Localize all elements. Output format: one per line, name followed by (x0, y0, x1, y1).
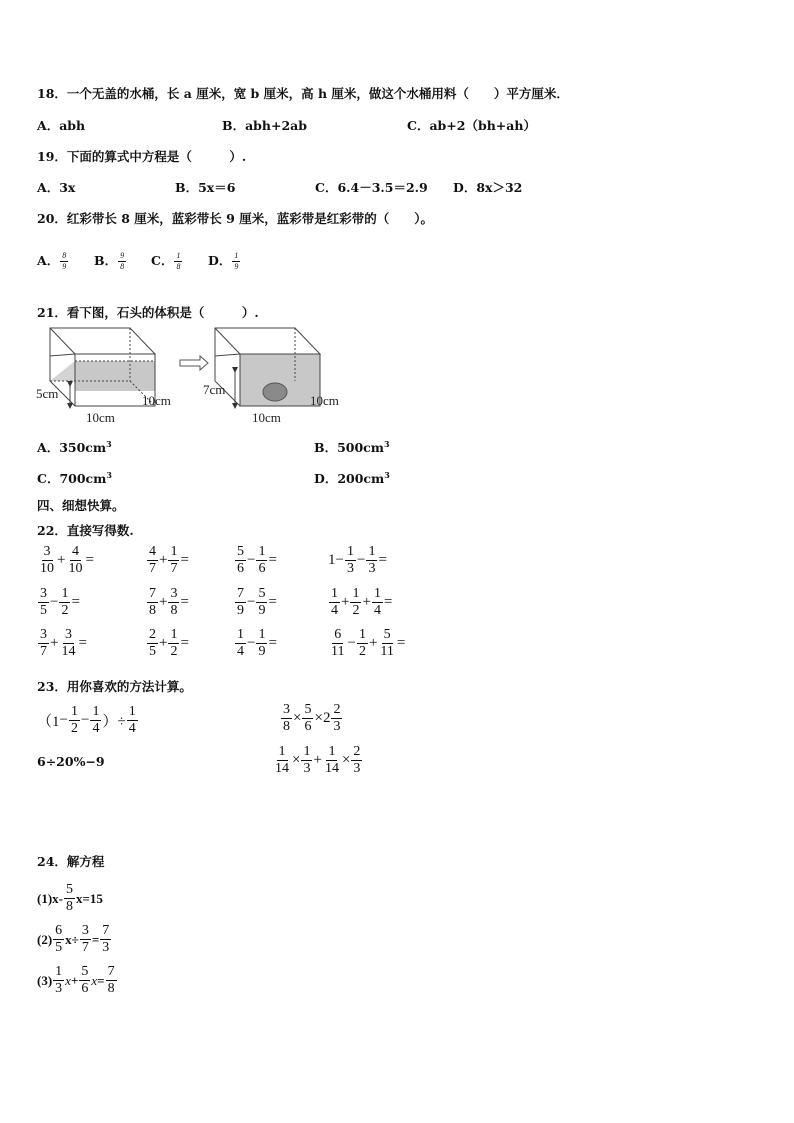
q18-option-a[interactable]: A．abh (37, 118, 86, 133)
q23-expression-3: 6÷20%−9 (37, 754, 105, 769)
fraction: $\frac{1}{2}$ (358, 627, 366, 659)
fraction: $\frac{1}{7}$ (170, 544, 178, 576)
fraction: $\frac{4}{7}$ (149, 544, 156, 576)
fraction: $\frac{1}{6}$ (258, 544, 266, 576)
text: (3) (37, 972, 53, 988)
q20-option-b[interactable]: B． $\frac{9}{8}$ (94, 251, 125, 271)
operator: + (159, 594, 168, 610)
operator: = (378, 552, 387, 568)
text: x÷ (65, 931, 79, 947)
fig1-height-label: 5cm (36, 386, 59, 401)
fraction: $\frac{3}{5}$ (40, 586, 47, 618)
operator: × (293, 710, 302, 726)
operator: + (159, 635, 168, 651)
fraction: $\frac{6}{11}$ (331, 627, 345, 659)
q22-expression (328, 628, 405, 659)
q20-option-d[interactable]: D． $\frac{1}{9}$ (208, 251, 239, 271)
text: ）÷ (102, 714, 126, 730)
water-front-face (75, 361, 155, 391)
text: = (97, 972, 105, 988)
operator: = (383, 594, 393, 610)
fraction: $\frac{1}{4}$ (331, 586, 338, 618)
q19-option-c[interactable]: C．6.4－3.5＝2.9 (315, 180, 428, 195)
operator: + (57, 552, 66, 568)
operator: − (59, 712, 68, 728)
q21-option-b[interactable]: B．$500cm^3$ (314, 438, 390, 455)
q22-expression (234, 545, 277, 576)
q22-expression (37, 545, 94, 576)
operator: = (85, 552, 94, 568)
q23-expression-2 (280, 703, 343, 734)
q18-option-c[interactable]: C．ab+2（bh+ah） (407, 118, 536, 133)
q24-equation-1 (37, 883, 103, 914)
fraction: $\frac{5}{6}$ (81, 964, 89, 996)
operator: + (362, 594, 371, 610)
fraction: $\frac{5}{6}$ (304, 702, 312, 734)
q20-stem: 20．红彩带长 8 厘米，蓝彩带长 9 厘米，蓝彩带是红彩带的（ ）。 (37, 211, 433, 226)
q19-stem: 19．下面的算式中方程是（ ）. (37, 149, 247, 164)
text: (2) (37, 931, 53, 947)
q23-expression-1 (37, 705, 139, 736)
fig2-width-label: 10cm (310, 393, 339, 408)
operator: = (71, 594, 80, 610)
fraction: $\frac{3}{14}$ (61, 627, 76, 659)
operator: = (268, 635, 277, 651)
fraction: $\frac{1}{3}$ (346, 544, 354, 576)
q23-expression-4 (272, 745, 363, 776)
fraction: $\frac{1}{3}$ (368, 544, 376, 576)
fraction: $\frac{6}{5}$ (55, 923, 63, 955)
q18-option-b[interactable]: B．abh+2ab (222, 118, 308, 133)
fraction: $\frac{5}{11}$ (380, 627, 394, 659)
fraction: $\frac{1}{2}$ (61, 586, 69, 618)
operator: + (159, 552, 168, 568)
fraction: $\frac{1}{9}$ (258, 627, 266, 659)
q22-expression (328, 545, 387, 576)
q19-option-b[interactable]: B．5x＝6 (175, 180, 236, 195)
operator: − (356, 552, 366, 568)
fraction: $\frac{5}{8}$ (66, 882, 73, 914)
operator: − (247, 635, 256, 651)
fraction: $\frac{2}{3}$ (353, 744, 361, 776)
arrow-right-icon (180, 356, 208, 370)
q24-equation-2 (37, 924, 112, 955)
operator: + (368, 635, 378, 651)
text: x=15 (76, 890, 103, 906)
operator: − (335, 552, 344, 568)
fraction: $\frac{3}{10}$ (40, 544, 54, 576)
q18-stem: 18．一个无盖的水桶，长 a 厘米，宽 b 厘米，高 h 厘米，做这个水桶用料（ ）平方厘米． (37, 86, 569, 101)
operator: − (247, 552, 256, 568)
operator: − (80, 712, 90, 728)
fraction: $\frac{1}{2}$ (170, 627, 178, 659)
fraction: $\frac{2}{5}$ (149, 627, 156, 659)
q21-figure (30, 326, 360, 426)
fraction: $\frac{3}{8}$ (283, 702, 290, 734)
variable: x (91, 972, 98, 988)
operator: = (396, 635, 406, 651)
fig2-length-label: 10cm (252, 410, 281, 425)
operator: = (78, 635, 87, 651)
fraction: $\frac{1}{14}$ (275, 744, 289, 776)
fraction: $\frac{3}{7}$ (81, 923, 89, 955)
fraction: $\frac{1}{14}$ (324, 744, 339, 776)
operator: = (268, 594, 277, 610)
q22-expression (328, 587, 392, 618)
operator: + (50, 635, 59, 651)
q21-option-d[interactable]: D．$200cm^3$ (314, 469, 390, 486)
fraction: $\frac{1}{2}$ (352, 586, 360, 618)
fraction: $\frac{5}{6}$ (237, 544, 244, 576)
fig2-height-label: 7cm (203, 382, 226, 397)
text: 2 (322, 710, 331, 726)
q19-option-a[interactable]: A．3x (37, 180, 76, 195)
text: （1 (37, 714, 60, 730)
q19-option-d[interactable]: D．8x＞32 (453, 180, 523, 195)
operator: − (347, 635, 356, 651)
text: 1 (328, 552, 336, 568)
fraction: $\frac{1}{9}$ (234, 251, 239, 271)
fig1-length-label: 10cm (86, 410, 115, 425)
stone-icon (263, 383, 287, 401)
fig1-width-label: 10cm (142, 393, 171, 408)
container-after (215, 328, 320, 406)
q21-option-c[interactable]: C．$700cm^3$ (37, 469, 112, 486)
operator: + (313, 752, 322, 768)
operator: = (180, 552, 189, 568)
q21-stem: 21．看下图，石头的体积是（ ）. (37, 305, 259, 320)
operator: = (268, 552, 277, 568)
container-before (50, 328, 155, 406)
fraction: $\frac{7}{9}$ (237, 586, 244, 618)
fraction: $\frac{1}{4}$ (373, 586, 381, 618)
fraction: $\frac{7}{3}$ (102, 923, 110, 955)
operator: × (314, 710, 323, 726)
text: (1)x- (37, 890, 63, 906)
q22-expression (37, 587, 80, 618)
q24-stem: 24．解方程 (37, 854, 105, 869)
q21-option-a[interactable]: A．$350cm^3$ (37, 438, 112, 455)
fraction: $\frac{3}{7}$ (40, 627, 47, 659)
fraction: $\frac{1}{4}$ (128, 704, 136, 736)
fraction: $\frac{1}{4}$ (92, 704, 100, 736)
q22-expression (146, 545, 189, 576)
variable: x (65, 972, 71, 988)
operator: = (180, 635, 189, 651)
q22-expression (37, 628, 87, 659)
q22-expression (234, 587, 277, 618)
operator: = (180, 594, 189, 610)
q20-option-a[interactable]: A． $\frac{8}{9}$ (37, 251, 67, 271)
fraction: $\frac{9}{8}$ (120, 251, 125, 271)
fraction: $\frac{1}{4}$ (237, 627, 244, 659)
operator: − (247, 594, 256, 610)
fraction: $\frac{1}{2}$ (70, 704, 78, 736)
text: = (91, 931, 100, 947)
fraction: $\frac{7}{8}$ (107, 964, 115, 996)
operator: + (341, 594, 350, 610)
fraction: $\frac{1}{3}$ (55, 964, 63, 996)
q22-expression (234, 628, 277, 659)
operator: − (50, 594, 59, 610)
fraction: $\frac{1}{8}$ (176, 251, 181, 271)
q24-equation-3 (37, 965, 118, 996)
q22-expression (146, 628, 189, 659)
text: + (70, 972, 79, 988)
q22-stem: 22．直接写得数. (37, 523, 134, 538)
fraction: $\frac{8}{9}$ (62, 251, 67, 271)
fraction: $\frac{2}{3}$ (333, 702, 341, 734)
operator: × (341, 752, 351, 768)
section-heading: 四、细想快算。 (37, 498, 125, 513)
q20-option-c[interactable]: C． $\frac{1}{8}$ (151, 251, 181, 271)
fraction: $\frac{1}{3}$ (303, 744, 311, 776)
q22-expression (146, 587, 189, 618)
operator: × (292, 752, 301, 768)
fraction: $\frac{7}{8}$ (149, 586, 156, 618)
fraction: $\frac{5}{9}$ (258, 586, 266, 618)
q23-stem: 23．用你喜欢的方法计算。 (37, 679, 192, 694)
fraction: $\frac{4}{10}$ (68, 544, 83, 576)
fraction: $\frac{3}{8}$ (170, 586, 178, 618)
